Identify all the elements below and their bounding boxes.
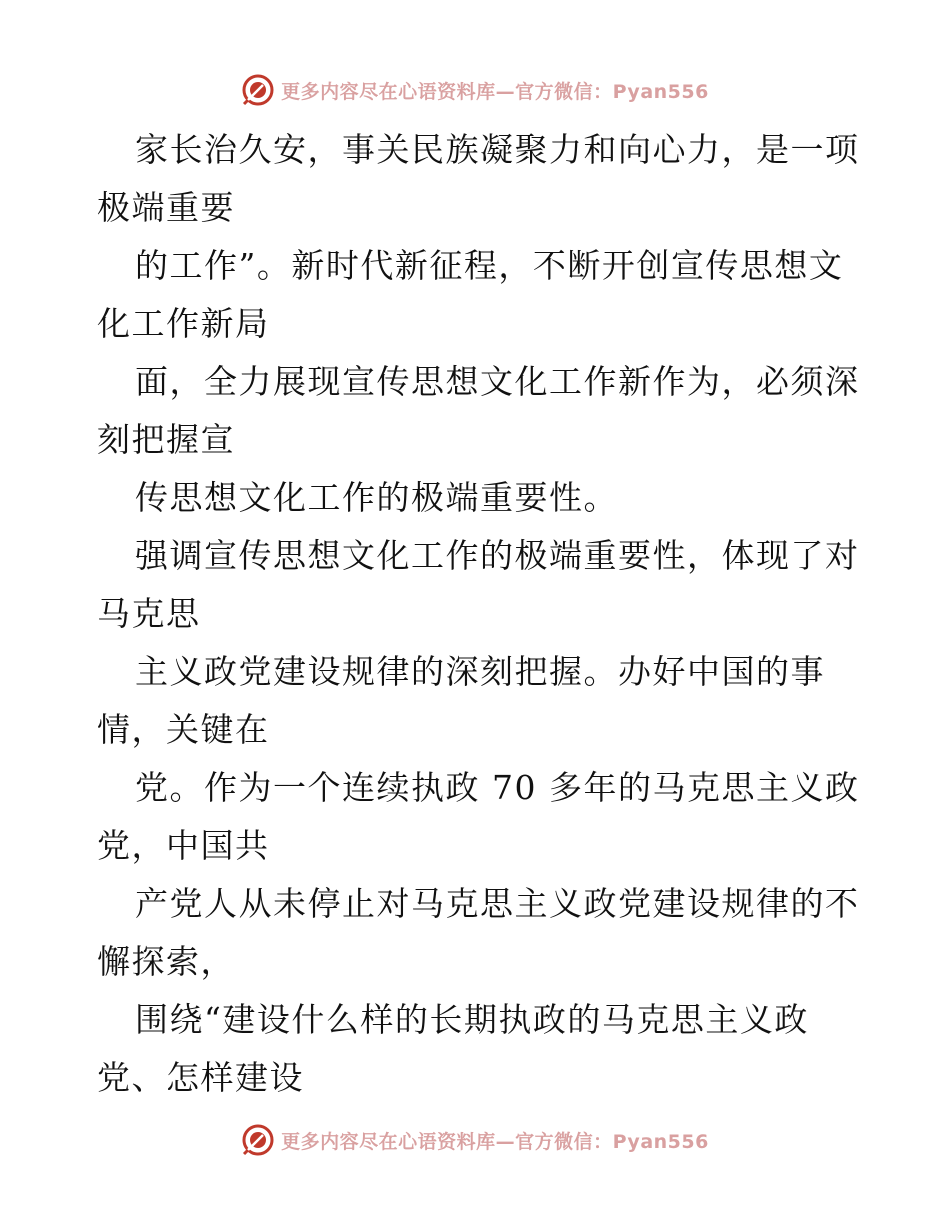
paragraph-line: 化工作新局 [97, 304, 270, 343]
paragraph [97, 469, 857, 527]
paragraph-line: 党、怎样建设 [97, 1058, 304, 1097]
paragraph-line: 懈探索， [97, 942, 235, 981]
paragraph [97, 353, 860, 469]
paragraph [97, 237, 857, 353]
paragraph [97, 991, 857, 1107]
paragraph-line: 党，中国共 [97, 826, 270, 865]
paragraph-line: 党。作为一个连续执政 70 多年的马克思主义政 [135, 768, 860, 807]
paragraph [97, 759, 860, 875]
header-banner-text: 更多内容尽在心语资料库—官方微信：Pyan556 [281, 80, 709, 103]
paragraph-line: 传思想文化工作的极端重要性。 [135, 478, 618, 517]
paragraph-line: 家长治久安，事关民族凝聚力和向心力，是一项 [135, 130, 860, 169]
paragraph-line: 极端重要 [97, 188, 235, 227]
document-body [97, 121, 860, 1107]
paragraph-line: 刻把握宣 [97, 420, 235, 459]
pen-logo-icon [241, 73, 275, 107]
paragraph [97, 875, 860, 991]
footer-banner-text: 更多内容尽在心语资料库—官方微信：Pyan556 [281, 1130, 709, 1153]
paragraph-line: 的工作”。新时代新征程，不断开创宣传思想文 [135, 246, 844, 285]
paragraph-line: 主义政党建设规律的深刻把握。办好中国的事 [135, 652, 825, 691]
paragraph [97, 527, 860, 643]
paragraph-line: 情，关键在 [97, 710, 270, 749]
paragraph-line: 马克思 [97, 594, 201, 633]
header-banner [0, 68, 950, 112]
paragraph [97, 643, 857, 759]
paragraph-line: 围绕“建设什么样的长期执政的马克思主义政 [135, 1000, 809, 1039]
paragraph-line: 强调宣传思想文化工作的极端重要性，体现了对 [135, 536, 860, 575]
footer-banner [0, 1118, 950, 1162]
paragraph-line: 产党人从未停止对马克思主义政党建设规律的不 [135, 884, 860, 923]
paragraph [97, 121, 860, 237]
pen-logo-icon [241, 1123, 275, 1157]
paragraph-line: 面，全力展现宣传思想文化工作新作为，必须深 [135, 362, 860, 401]
